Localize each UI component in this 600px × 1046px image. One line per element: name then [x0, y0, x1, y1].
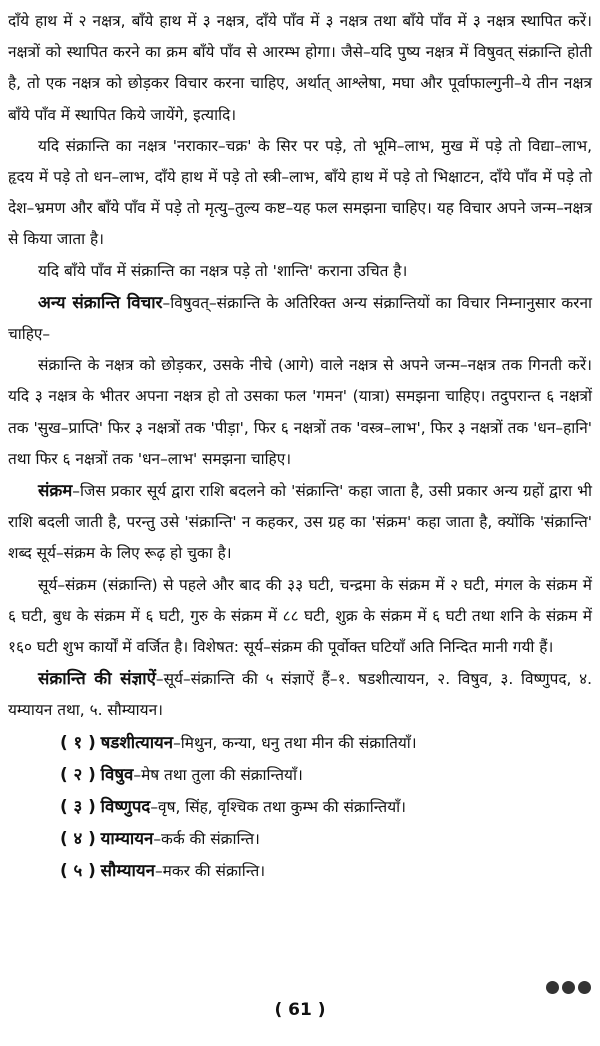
page-number: ( 61 ) — [274, 1000, 326, 1020]
sankranti-names-list — [8, 727, 592, 888]
list-item-desc: –वृष, सिंह, वृश्चिक तथा कुम्भ की संक्रान्तियाँ। — [150, 798, 406, 817]
dot-icon — [578, 981, 591, 994]
list-item-term: सौम्यायन — [100, 860, 155, 881]
list-item — [60, 727, 592, 759]
list-item-term: विष्णुपद — [100, 796, 151, 817]
list-item-desc: –मेष तथा तुला की संक्रान्तियाँ। — [133, 765, 303, 784]
list-item-number: ( ५ ) — [60, 860, 96, 881]
paragraph-3: यदि बाँये पाँव में संक्रान्ति का नक्षत्र पड़े तो 'शान्ति' कराना उचित है। — [38, 261, 408, 280]
paragraph-4 — [8, 287, 592, 350]
list-item-number: ( ३ ) — [60, 796, 96, 817]
list-item-term: षडशीत्यायन — [100, 731, 174, 752]
list-item-term: विषुव — [100, 763, 134, 784]
list-item — [60, 855, 592, 887]
section-heading-other-sankranti: अन्य संक्रान्ति विचार — [38, 291, 163, 312]
list-item — [60, 823, 592, 855]
section-heading-sankram: संक्रम — [38, 480, 73, 501]
paragraph-7: सूर्य–संक्रम (संक्रान्ति) से पहले और बाद की ३३ घटी, चन्द्रमा के संक्रम में २ घटी, मंगल के संक्रम में ६ घटी, बुध के संक्रम में ६ घटी, गुरु के संक्रम में ८८ घटी, शुक्र के संक्रम में ६ घटी तथा शनि के संक्रम में १६० घटी शुभ कार्यों में वर्जित है। विशेषत: सूर्य–संक्रम की पूर्वोक्त घटियाँ अति निन्दित मानी गयी हैं। — [8, 575, 592, 657]
paragraph-8 — [8, 663, 592, 726]
list-item — [60, 759, 592, 791]
dot-icon — [562, 981, 575, 994]
list-item-number: ( २ ) — [60, 763, 96, 784]
decorative-dots — [546, 981, 591, 994]
list-item-desc: –मकर की संक्रान्ति। — [154, 862, 266, 881]
paragraph-6 — [8, 475, 592, 570]
page-body — [8, 6, 592, 888]
paragraph-8-text: –सूर्य–संक्रान्ति की ५ संज्ञाऐं हैं–१. षडशीत्यायन, २. विषुव, ३. विष्णुपद, ४. यम्यायन तथा, ५. सौम्यायन। — [8, 670, 592, 720]
list-item-desc: –कर्क की संक्रान्ति। — [153, 830, 260, 849]
list-item-number: ( ४ ) — [60, 828, 96, 849]
paragraph-6-text: –जिस प्रकार सूर्य द्वारा राशि बदलने को 'संक्रान्ति' कहा जाता है, उसी प्रकार अन्य ग्रहों द्वारा भी राशि बदली जाती है, परन्तु उसे 'संक्रान्ति' न कहकर, उस ग्रह का 'संक्रम' कहा जाता है, क्योंकि 'संक्रान्ति' शब्द सूर्य–संक्रम के लिए रूढ़ हो चुका है। — [8, 482, 592, 563]
list-item — [60, 791, 592, 823]
list-item-term: याम्यायन — [100, 828, 154, 849]
dot-icon — [546, 981, 559, 994]
list-item-number: ( १ ) — [60, 731, 96, 752]
paragraph-4-text: –विषुवत्–संक्रान्ति के अतिरिक्त अन्य संक्रान्तियों का विचार निम्नानुसार करना चाहिए– — [8, 293, 592, 344]
section-heading-sankranti-names: संक्रान्ति की संज्ञाऐं — [38, 668, 156, 689]
list-item-desc: –मिथुन, कन्या, धनु तथा मीन की संक्रातियाँ। — [173, 733, 417, 752]
paragraph-5: संक्रान्ति के नक्षत्र को छोड़कर, उसके नीचे (आगे) वाले नक्षत्र से अपने जन्म–नक्षत्र तक गिनती करें। यदि ३ नक्षत्र के भीतर अपना नक्षत्र हो तो उसका फल 'गमन' (यात्रा) समझना चाहिए। तदुपरान्त ६ नक्षत्रों तक 'सुख–प्राप्ति' फिर ३ नक्षत्रों तक 'पीड़ा', फिर ६ नक्षत्रों तक 'वस्त्र–लाभ', फिर ३ नक्षत्रों तक 'धन–हानि' तथा फिर ६ नक्षत्रों तक 'धन–लाभ' समझना चाहिए। — [8, 356, 592, 468]
paragraph-2: यदि संक्रान्ति का नक्षत्र 'नराकार–चक्र' के सिर पर पड़े, तो भूमि–लाभ, मुख में पड़े तो विद्या–लाभ, हृदय में पड़े तो धन–लाभ, दाँये हाथ में पड़े तो स्त्री–लाभ, बाँये हाथ में पड़े तो भिक्षाटन, दाँये पाँव में पड़े तो देश–भ्रमण और बाँये पाँव में पड़े तो मृत्यु–तुल्य कष्ट–यह फल समझना चाहिए। यह विचार अपने जन्म–नक्षत्र से किया जाता है। — [8, 136, 592, 249]
paragraph-1: दाँये हाथ में २ नक्षत्र, बाँये हाथ में ३ नक्षत्र, दाँये पाँव में ३ नक्षत्र तथा बाँये पाँव में ३ नक्षत्र स्थापित करें। नक्षत्रों को स्थापित करने का क्रम बाँये पाँव से आरम्भ होगा। जैसे–यदि पुष्य नक्षत्र में विषुवत् संक्रान्ति होती है, तो एक नक्षत्र को छोड़कर विचार करना चाहिए, अर्थात् आश्लेषा, मघा और पूर्वाफाल्गुनी–ये तीन नक्षत्र बाँये पाँव में स्थापित किये जायेंगे, इत्यादि। — [8, 12, 592, 124]
